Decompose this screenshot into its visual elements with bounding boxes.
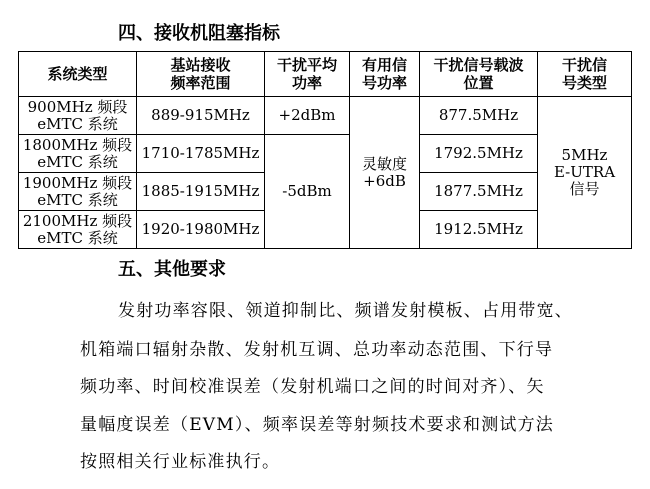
frequency-range-cell: 1710-1785MHz xyxy=(137,135,265,173)
carrier-position-cell: 1792.5MHz xyxy=(420,135,538,173)
carrier-position-cell: 1912.5MHz xyxy=(420,211,538,249)
system-type-cell: 1900MHz 频段 eMTC 系统 xyxy=(19,173,137,211)
paragraph-line: 频功率、时间校准误差（发射机端口之间的时间对齐）、矢 xyxy=(80,377,545,397)
header-interferer-avg-power: 干扰平均 功率 xyxy=(265,52,350,97)
header-useful-signal-power: 有用信 号功率 xyxy=(350,52,420,97)
header-interferer-carrier-position: 干扰信号载波 位置 xyxy=(420,52,538,97)
header-interferer-type: 干扰信 号类型 xyxy=(538,52,632,97)
frequency-range-cell: 1920-1980MHz xyxy=(137,211,265,249)
table-row xyxy=(19,97,632,135)
paragraph-line: 发射功率容限、领道抑制比、频谱发射模板、占用带宽、 xyxy=(118,301,573,321)
table-header-row xyxy=(19,52,632,97)
system-type-cell: 2100MHz 频段 eMTC 系统 xyxy=(19,211,137,249)
interferer-power-cell: +2dBm xyxy=(265,97,350,135)
paragraph-line: 按照相关行业标准执行。 xyxy=(80,452,281,472)
header-rx-frequency-range: 基站接收 频率范围 xyxy=(137,52,265,97)
paragraph-line: 机箱端口辐射杂散、发射机互调、总功率动态范围、下行导 xyxy=(80,340,554,360)
system-type-cell: 900MHz 频段 eMTC 系统 xyxy=(19,97,137,135)
carrier-position-cell: 877.5MHz xyxy=(420,97,538,135)
paragraph-line: 量幅度误差（EVM）、频率误差等射频技术要求和测试方法 xyxy=(80,415,554,435)
frequency-range-cell: 889-915MHz xyxy=(137,97,265,135)
interferer-power-cell: -5dBm xyxy=(265,135,350,249)
frequency-range-cell: 1885-1915MHz xyxy=(137,173,265,211)
useful-signal-power-cell: 灵敏度 +6dB xyxy=(350,97,420,249)
receiver-blocking-table xyxy=(18,51,632,249)
interferer-type-cell: 5MHz E-UTRA 信号 xyxy=(538,97,632,249)
section-heading-other-requirements: 五、其他要求 xyxy=(118,259,226,280)
section-heading-receiver-blocking: 四、接收机阻塞指标 xyxy=(118,23,280,44)
header-system-type: 系统类型 xyxy=(19,52,137,97)
carrier-position-cell: 1877.5MHz xyxy=(420,173,538,211)
system-type-cell: 1800MHz 频段 eMTC 系统 xyxy=(19,135,137,173)
